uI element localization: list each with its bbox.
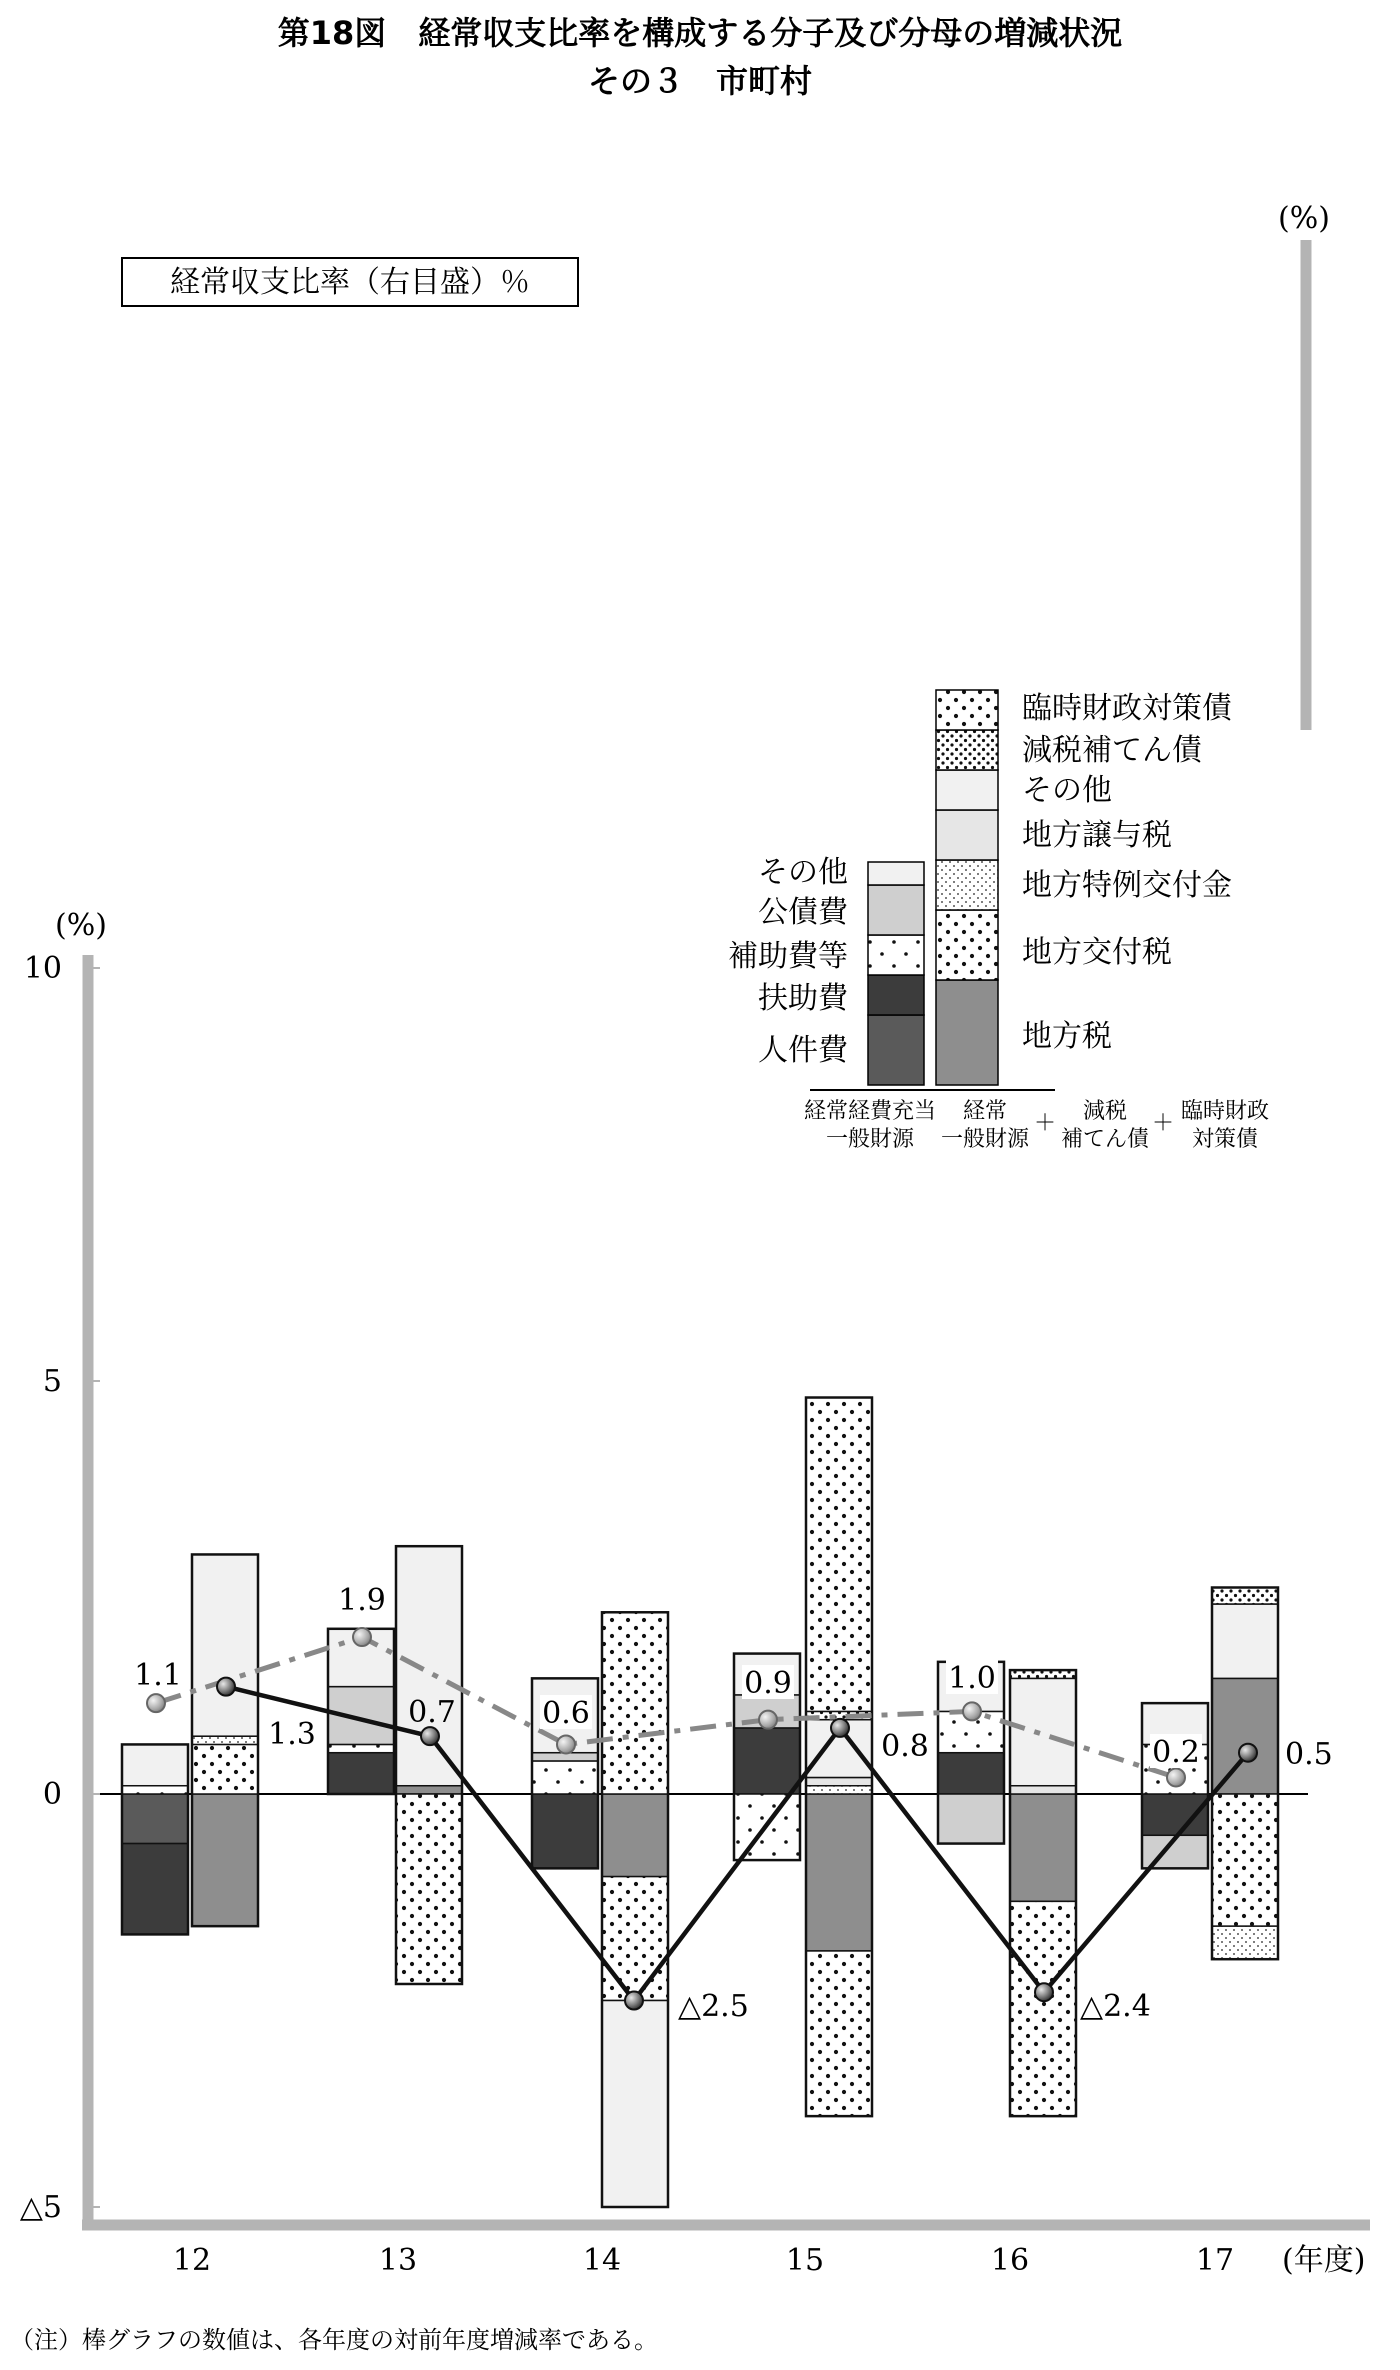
- numerator-segment-fujo: [328, 1753, 394, 1794]
- legend-label-left: 人件費: [758, 1033, 848, 1068]
- series-point-expenditure: [963, 1702, 981, 1720]
- legend-label-right: 地方税: [1022, 1019, 1112, 1054]
- chart-subtitle: その３ 市町村: [587, 62, 813, 100]
- numerator-segment-fujo: [532, 1794, 598, 1868]
- x-axis-label: 12: [172, 2243, 212, 2278]
- legend-label-left: 公債費: [758, 895, 848, 930]
- series-point-revenue: [1035, 1983, 1053, 2001]
- numerator-segment-hojo: [532, 1761, 598, 1794]
- legend-swatch-kofuzei: [936, 910, 998, 980]
- legend-left-caption-2: 一般財源: [825, 1127, 915, 1152]
- series-point-expenditure: [1167, 1768, 1185, 1786]
- legend-mid-caption-1: 経常: [962, 1099, 1008, 1124]
- legend-swatch-dsonota: [936, 770, 998, 810]
- series-value-label-revenue: △2.5: [678, 1989, 749, 2024]
- legend-mid-caption-2: 一般財源: [940, 1127, 1030, 1152]
- denominator-segment-kofuzei: [602, 1877, 668, 2001]
- series-point-revenue: [217, 1678, 235, 1696]
- series-value-label-expenditure: 0.6: [542, 1696, 590, 1731]
- legend-swatch-jinken: [868, 1015, 924, 1085]
- x-axis-label: 17: [1195, 2243, 1235, 2278]
- legend-tax-caption-1: 減税: [1082, 1099, 1128, 1124]
- ratio-y-unit: (%): [1278, 201, 1330, 236]
- denominator-segment-dsonota: [1212, 1604, 1278, 1678]
- denominator-segment-kofuzei: [1010, 1901, 1076, 2116]
- denominator-segment-kofuzei: [192, 1744, 258, 1794]
- series-value-label-expenditure: 1.0: [948, 1661, 996, 1696]
- series-point-revenue: [831, 1719, 849, 1737]
- legend-swatch-chihozei: [936, 980, 998, 1085]
- legend-label-right: 減税補てん債: [1022, 733, 1202, 768]
- denominator-segment-dsonota: [602, 2001, 668, 2208]
- legend-plus-2: ＋: [1151, 1111, 1175, 1136]
- denominator-segment-chihozei: [192, 1794, 258, 1926]
- series-value-label-expenditure: 0.9: [744, 1666, 792, 1701]
- legend-swatch-joyo: [936, 810, 998, 860]
- series-value-label-expenditure: 1.1: [134, 1658, 182, 1693]
- denominator-segment-kofuzei: [1212, 1794, 1278, 1926]
- legend-rinji-caption-1: 臨時財政: [1180, 1099, 1270, 1124]
- x-axis-label: 15: [785, 2243, 825, 2278]
- denominator-segment-chihozei: [806, 1794, 872, 1951]
- denominator-segment-dsonota: [192, 1554, 258, 1736]
- numerator-segment-fujo: [734, 1728, 800, 1794]
- denominator-segment-chihozei: [396, 1786, 462, 1794]
- bar-tick-label: △5: [19, 2190, 62, 2225]
- legend-label-left: その他: [758, 855, 848, 890]
- legend-label-right: 地方特例交付金: [1022, 868, 1232, 903]
- numerator-segment-kosai: [938, 1794, 1004, 1844]
- legend-rinji-caption-2: 対策債: [1191, 1127, 1259, 1152]
- ratio-legend-label: 経常収支比率（右目盛）％: [170, 265, 530, 300]
- figure-note: （注）棒グラフの数値は、各年度の対前年度増減率である。: [10, 2326, 658, 2354]
- denominator-segment-tokurei: [806, 1786, 872, 1794]
- denominator-segment-dsonota: [1010, 1678, 1076, 1785]
- series-value-label-expenditure: 1.9: [338, 1583, 386, 1618]
- bar-tick-label: 10: [23, 951, 62, 986]
- legend-swatch-tokurei: [936, 860, 998, 910]
- series-value-label-revenue: 0.5: [1285, 1737, 1333, 1772]
- x-axis-label: 13: [378, 2243, 418, 2278]
- chart-title: 第18図 経常収支比率を構成する分子及び分母の増減状況: [277, 14, 1123, 52]
- legend-left-caption-1: 経常経費充当: [803, 1099, 937, 1124]
- legend-tax-caption-2: 補てん債: [1060, 1127, 1150, 1152]
- component-legend: [728, 690, 1269, 1152]
- denominator-segment-genzei: [1212, 1588, 1278, 1605]
- series-point-expenditure: [147, 1694, 165, 1712]
- numerator-segment-fujo: [938, 1753, 1004, 1794]
- legend-label-right: 臨時財政対策債: [1022, 691, 1232, 726]
- numerator-segment-jinken: [122, 1794, 188, 1844]
- bar-y-unit: (%): [55, 908, 107, 943]
- legend-swatch-fujo: [868, 975, 924, 1015]
- numerator-segment-hojo: [328, 1744, 394, 1752]
- legend-swatch-hojo: [868, 935, 924, 975]
- ratio-line-chart: [122, 0, 1358, 730]
- denominator-segment-rinji: [806, 1398, 872, 1712]
- denominator-segment-tokurei: [1212, 1926, 1278, 1959]
- denominator-segment-joyo: [806, 1777, 872, 1785]
- denominator-segment-kofuzei: [806, 1951, 872, 2116]
- legend-label-left: 補助費等: [728, 939, 848, 974]
- series-value-label-revenue: △2.4: [1080, 1989, 1151, 2024]
- denominator-segment-rinji: [602, 1612, 668, 1794]
- legend-swatch-genzei: [936, 730, 998, 770]
- legend-swatch-kosai: [868, 885, 924, 935]
- series-value-label-revenue: 1.3: [268, 1717, 316, 1752]
- x-axis-label: 16: [990, 2243, 1030, 2278]
- series-value-label-revenue: 0.7: [408, 1695, 456, 1730]
- numerator-segment-hojo: [122, 1786, 188, 1794]
- legend-swatch-sonota: [868, 862, 924, 885]
- denominator-segment-chihozei: [1212, 1678, 1278, 1794]
- legend-plus-1: ＋: [1033, 1111, 1057, 1136]
- bar-tick-label: 5: [42, 1364, 62, 1399]
- series-point-expenditure: [557, 1735, 575, 1753]
- legend-label-right: その他: [1022, 773, 1112, 808]
- series-point-revenue: [1239, 1744, 1257, 1762]
- numerator-segment-sonota: [122, 1744, 188, 1785]
- legend-label-right: 地方譲与税: [1022, 818, 1172, 853]
- series-value-label-revenue: 0.8: [881, 1729, 929, 1764]
- denominator-segment-dsonota: [396, 1546, 462, 1786]
- series-point-revenue: [625, 1992, 643, 2010]
- denominator-segment-chihozei: [1010, 1794, 1076, 1901]
- bar-tick-label: 0: [42, 1777, 62, 1812]
- x-axis-unit: (年度): [1282, 2243, 1366, 2278]
- denominator-segment-joyo: [1010, 1786, 1076, 1794]
- legend-swatch-rinji: [936, 690, 998, 730]
- numerator-segment-fujo: [122, 1844, 188, 1935]
- series-value-label-expenditure: 0.2: [1152, 1735, 1200, 1770]
- legend-label-right: 地方交付税: [1022, 935, 1172, 970]
- x-axis-label: 14: [582, 2243, 622, 2278]
- legend-label-left: 扶助費: [758, 981, 848, 1016]
- denominator-segment-chihozei: [602, 1794, 668, 1877]
- series-point-expenditure: [759, 1711, 777, 1729]
- denominator-segment-tokurei: [192, 1736, 258, 1744]
- series-point-expenditure: [353, 1628, 371, 1646]
- denominator-segment-kofuzei: [396, 1794, 462, 1984]
